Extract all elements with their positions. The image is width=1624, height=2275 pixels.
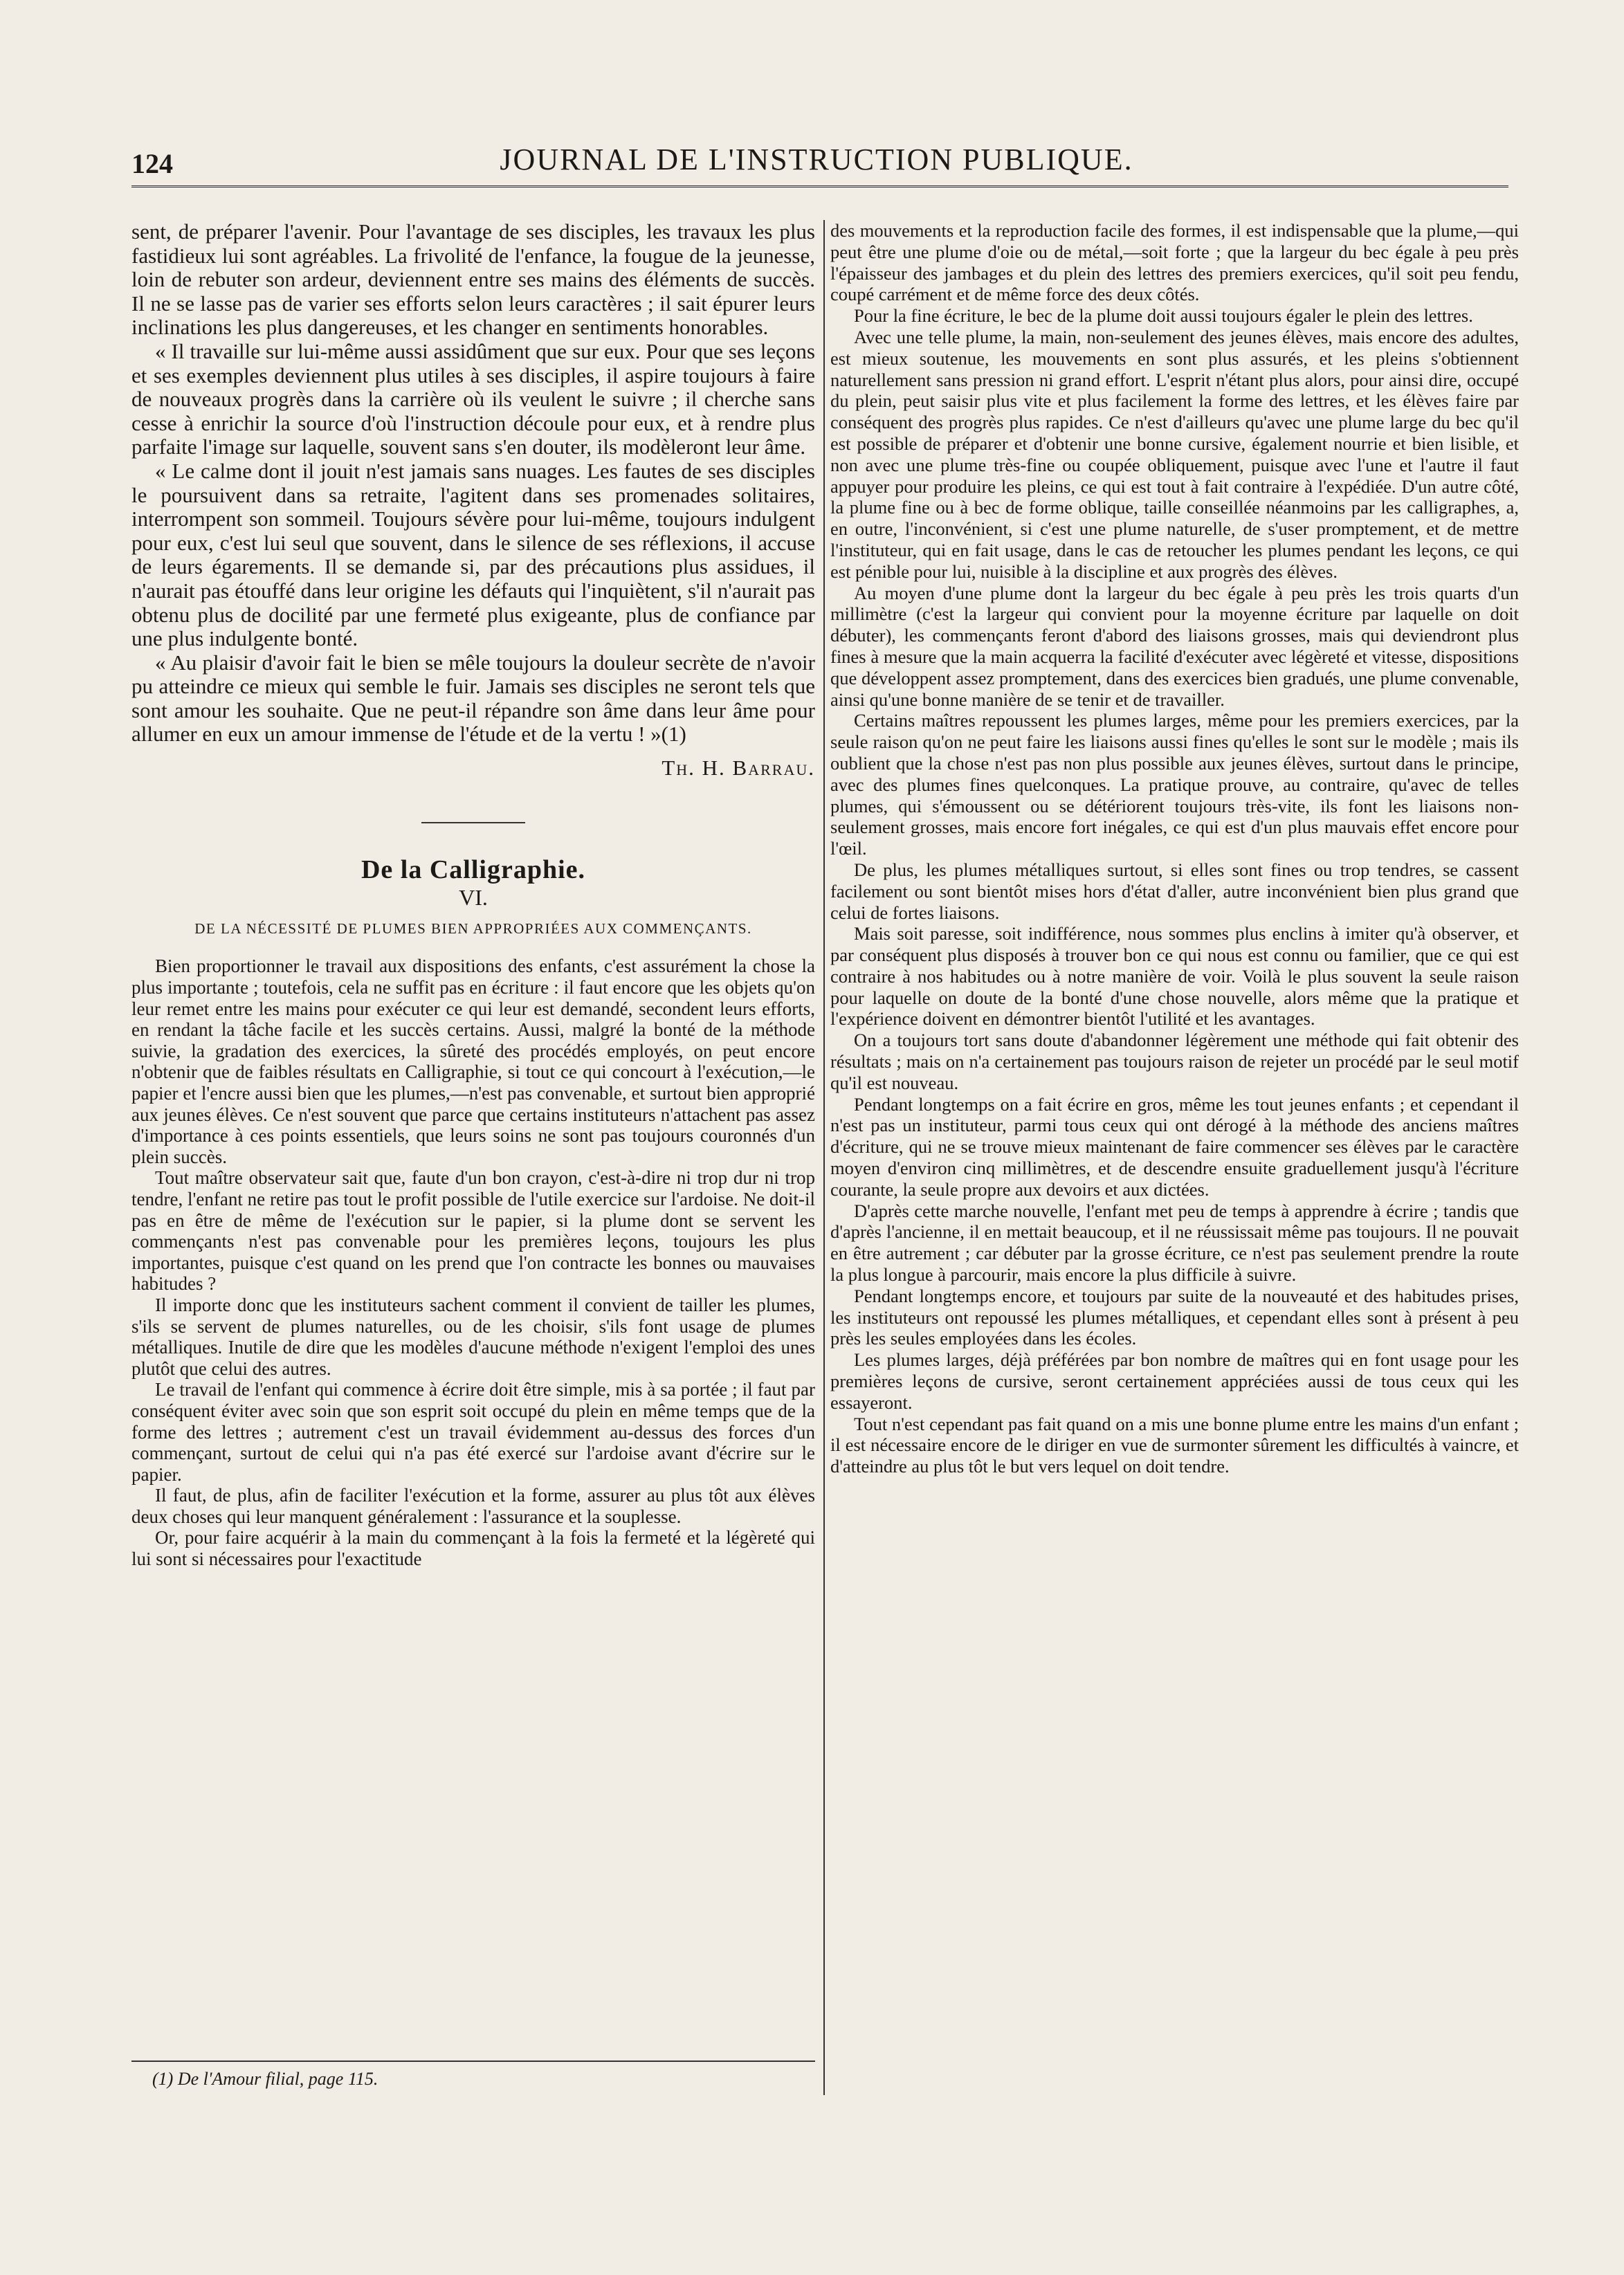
author-signature: Th. H. Barrau. (662, 756, 815, 780)
paragraph: Le travail de l'enfant qui commence à écrire doit être simple, mis à sa portée ; il faut par conséquent éviter avec soin que son esprit soit occupé du plein en même temps que de la forme des lettres ; autrement c'est un travail évidemment au-dessus des forces d'un commençant, surtout de celui qui n'a pas été exercé sur l'ardoise avant d'écrire sur le papier. (131, 1379, 815, 1485)
paragraph: D'après cette marche nouvelle, l'enfant met peu de temps à apprendre à écrire ; tandis que d'après l'ancienne, il en mettait beaucoup, et il ne réussissait même pas toujours. Il ne pouvait en être autrement ; car débuter par la grosse écriture, ce n'est pas seulement prendre la route la plus longue à parcourir, mais encore la plus difficile à suivre. (830, 1200, 1519, 1286)
paragraph: « Il travaille sur lui-même aussi assidûment que sur eux. Pour que ses leçons et ses exemples deviennent plus utiles à ses disciples, il aspire toujours à faire de nouveaux progrès dans la carrière où ils veulent le suivre ; il cherche sans cesse à enrichir la source d'où l'instruction découle pour eux, et à rendre plus parfaite l'image sur laquelle, souvent sans s'en douter, ils modèleront leur âme. (131, 338, 815, 459)
paragraph: Il importe donc que les instituteurs sachent comment il convient de tailler les plumes, s'ils se servent de plumes naturelles, ou de les choisir, s'ils font usage de plumes métalliques. Inutile de dire que les modèles d'aucune méthode n'exigent l'emploi des unes plutôt que celui des autres. (131, 1294, 815, 1379)
footnote-rule (131, 2061, 815, 2062)
paragraph: Certains maîtres repoussent les plumes larges, même pour les premiers exercices, par la seule raison qu'on ne peut faire les liaisons aussi fines qu'elles le sont sur le modèle ; mais ils oublient que la chose n'est pas non plus possible aux jeunes élèves, surtout dans le principe, avec des plumes fines quelconques. La pratique prouve, au contraire, qu'avec de telles plumes, qui s'émoussent ou se détériorent toujours très-vite, ils font les liaisons non-seulement grosses, mais encore fort inégales, ce qui est d'un plus mauvais effet encore pour l'œil. (830, 710, 1519, 859)
paragraph: On a toujours tort sans doute d'abandonner légèrement une méthode qui fait obtenir des résultats ; mais on n'a certainement pas toujours raison de rejeter un procédé par le seul motif qu'il est nouveau. (830, 1030, 1519, 1093)
paragraph: Les plumes larges, déjà préférées par bon nombre de maîtres qui en font usage pour les premières leçons de cursive, seront certainement appréciées aussi de tous ceux qui les essayeront. (830, 1349, 1519, 1413)
paragraph: « Au plaisir d'avoir fait le bien se mêle toujours la douleur secrète de n'avoir pu atteindre ce mieux qui semble le fuir. Jamais ses disciples ne seront tels que sont amour les souhaite. Que ne peut-il répandre son âme dans leur âme pour allumer en eux un amour immense de l'étude et de la vertu ! »(1) (131, 650, 815, 747)
column-divider (823, 220, 825, 2095)
paragraph: Pendant longtemps on a fait écrire en gros, même les tout jeunes enfants ; et cependant il n'est pas un instituteur, parmi tous ceux qui ont dérogé à la méthode des anciens maîtres d'écriture, qui ne se trouve mieux maintenant de faire commencer ses élèves par le caractère moyen d'environ cinq millimètres, et de descendre ensuite graduellement jusqu'à l'écriture courante, la seule propre aux devoirs et aux dictées. (830, 1093, 1519, 1200)
paragraph: des mouvements et la reproduction facile des formes, il est indispensable que la plume,—qui peut être une plume d'oie ou de métal,—soit forte ; que la largeur du bec égale à peu près l'épaisseur des jambages et du plein des lettres des premiers exercices, qu'il soit peu fendu, coupé carrément et de même force des deux côtés. (830, 220, 1519, 305)
paragraph: sent, de préparer l'avenir. Pour l'avantage de ses disciples, les travaux les plus fastidieux lui sont agréables. La frivolité de l'enfance, la fougue de la jeunesse, loin de rebuter son ardeur, deviennent entre ses mains des éléments de succès. Il ne se lasse pas de varier ses efforts selon leurs caractères ; il sait épurer leurs inclinations les plus dangereuses, et les changer en sentiments honorables. (131, 219, 815, 340)
paragraph: Avec une telle plume, la main, non-seulement des jeunes élèves, mais encore des adultes, est mieux soutenue, les mouvements en sont plus assurés, et les pleins s'obtiennent naturellement sans pression ni grand effort. L'esprit n'étant plus alors, pour ainsi dire, occupé du plein, peut saisir plus vite et plus facilement la forme des lettres, et les élèves faire par conséquent des progrès plus rapides. Ce n'est d'ailleurs qu'avec une plume large du bec qu'il est possible de préparer et d'obtenir une bonne cursive, également nourrie et bien lisible, et non avec une plume très-fine ou coupée obliquement, puisque avec l'une et l'autre il faut appuyer pour produire les pleins, ce qui est tout à fait contraire à l'expédiée. D'un autre côté, la plume fine ou à bec de forme oblique, taille conseillée néanmoins par les calligraphes, a, en outre, l'inconvénient, si c'est une plume naturelle, de s'user promptement, et de mettre l'instituteur, qui en fait usage, dans le cas de retoucher les plumes pendant les leçons, ce qui est pénible pour lui, nuisible à la discipline et aux progrès des élèves. (830, 326, 1519, 582)
section-subtitle: DE LA NÉCESSITÉ DE PLUMES BIEN APPROPRIÉES AUX COMMENÇANTS. (194, 920, 752, 937)
paragraph: Bien proportionner le travail aux dispositions des enfants, c'est assurément la chose la plus importante ; toutefois, cela ne suffit pas en écriture : il faut encore que les objets qu'on leur remet entre les mains pour exécuter ce qui leur est demandé, secondent leurs efforts, en rendant la tâche facile et les succès certains. Aussi, malgré la bonté de la méthode suivie, la gradation des exercices, la sûreté des procédés employés, on peut encore n'obtenir que de faibles résultats en Calligraphie, si tout ce qui concourt à l'exécution,—le papier et l'encre aussi bien que les plumes,—n'est pas convenable, et surtout bien approprié aux jeunes élèves. Ce n'est souvent que parce que certains instituteurs n'attachent pas assez d'importance à ces points essentiels, que leurs soins ne sont pas toujours couronnés d'un plein succès. (131, 956, 815, 1167)
paragraph: Il faut, de plus, afin de faciliter l'exécution et la forme, assurer au plus tôt aux élèves deux choses qui leur manquent généralement : l'assurance et la souplesse. (131, 1485, 815, 1527)
page-header (131, 142, 1502, 183)
right-column (830, 220, 1519, 1477)
header-rule (131, 185, 1508, 188)
paragraph: « Le calme dont il jouit n'est jamais sans nuages. Les fautes de ses disciples le poursuivent dans sa retraite, l'agitent dans ses promenades solitaires, interrompent son sommeil. Toujours sévère pour lui-même, toujours indulgent pour eux, c'est lui seul que souvent, dans le silence de ses réflexions, il accuse de leurs égarements. Il se demande si, par des précautions plus assidues, il n'aurait pas étouffé dans leur origine les défauts qui l'inquiètent, s'il n'aurait pas obtenu plus de docilité par une fermeté plus exigeante, plus de confiance par une plus indulgente bonté. (131, 458, 815, 651)
page-number: 124 (131, 148, 173, 179)
paragraph: Mais soit paresse, soit indifférence, nous sommes plus enclins à imiter qu'à observer, et par conséquent plus disposés à trouver bon ce qui nous est connu ou familier, que ce qui est contraire à nos habitudes ou à notre manière de voir. Voilà le plus souvent la seule raison pour laquelle on doute de la bonté d'une chose nouvelle, alors même que la pratique et l'expérience doivent en démontrer bientôt l'utilité et les avantages. (830, 923, 1519, 1030)
journal-title: JOURNAL DE L'INSTRUCTION PUBLIQUE. (500, 143, 1133, 176)
paragraph: Pour la fine écriture, le bec de la plume doit aussi toujours égaler le plein des lettres. (854, 305, 1473, 327)
section-title: De la Calligraphie. (361, 855, 586, 884)
section-separator (421, 822, 525, 823)
paragraph: Tout n'est cependant pas fait quand on a mis une bonne plume entre les mains d'un enfant ; il est nécessaire encore de le diriger en vue de surmonter sûrement les difficultés à vaincre, et d'atteindre au plus tôt le but vers lequel on doit tendre. (830, 1413, 1519, 1477)
left-column (131, 220, 815, 1570)
footnote: (1) De l'Amour filial, page 115. (152, 2069, 378, 2089)
section-body (131, 956, 815, 1569)
section-number: VI. (459, 885, 488, 911)
paragraph: Pendant longtemps encore, et toujours par suite de la nouveauté et des habitudes prises, les instituteurs ont repoussé les plumes métalliques, et cependant elles sont à présent à peu près les seules employées dans les écoles. (830, 1285, 1519, 1349)
paragraph: Or, pour faire acquérir à la main du commençant à la fois la fermeté et la légèreté qui lui sont si nécessaires pour l'exactitude (131, 1527, 815, 1570)
paragraph: Tout maître observateur sait que, faute d'un bon crayon, c'est-à-dire ni trop dur ni trop tendre, l'enfant ne retire pas tout le profit possible de l'utile exercice sur l'ardoise. Ne doit-il pas en être de même de l'exécution sur le papier, si la plume dont se servent les commençants n'est pas convenable pour les premières leçons, toujours les plus importantes, puisque c'est quand on les prend que l'on contracte les bonnes ou mauvaises habitudes ? (131, 1167, 815, 1295)
paragraph: De plus, les plumes métalliques surtout, si elles sont fines ou trop tendres, se cassent facilement ou sont bientôt mises hors d'état d'aller, autre inconvénient bien plus grand que celui de fortes liaisons. (830, 859, 1519, 923)
paragraph: Au moyen d'une plume dont la largeur du bec égale à peu près les trois quarts d'un millimètre (c'est la largeur qui convient pour la moyenne écriture par laquelle on doit débuter), les commençants feront d'abord des liaisons grosses, mais qui deviendront plus fines à mesure que la main acquerra la facilité d'exécuter avec légèreté et vitesse, dispositions que développent assez promptement, dans des exercices bien gradués, une plume convenable, ainsi qu'une bonne manière de se tenir et de travailler. (830, 582, 1519, 710)
